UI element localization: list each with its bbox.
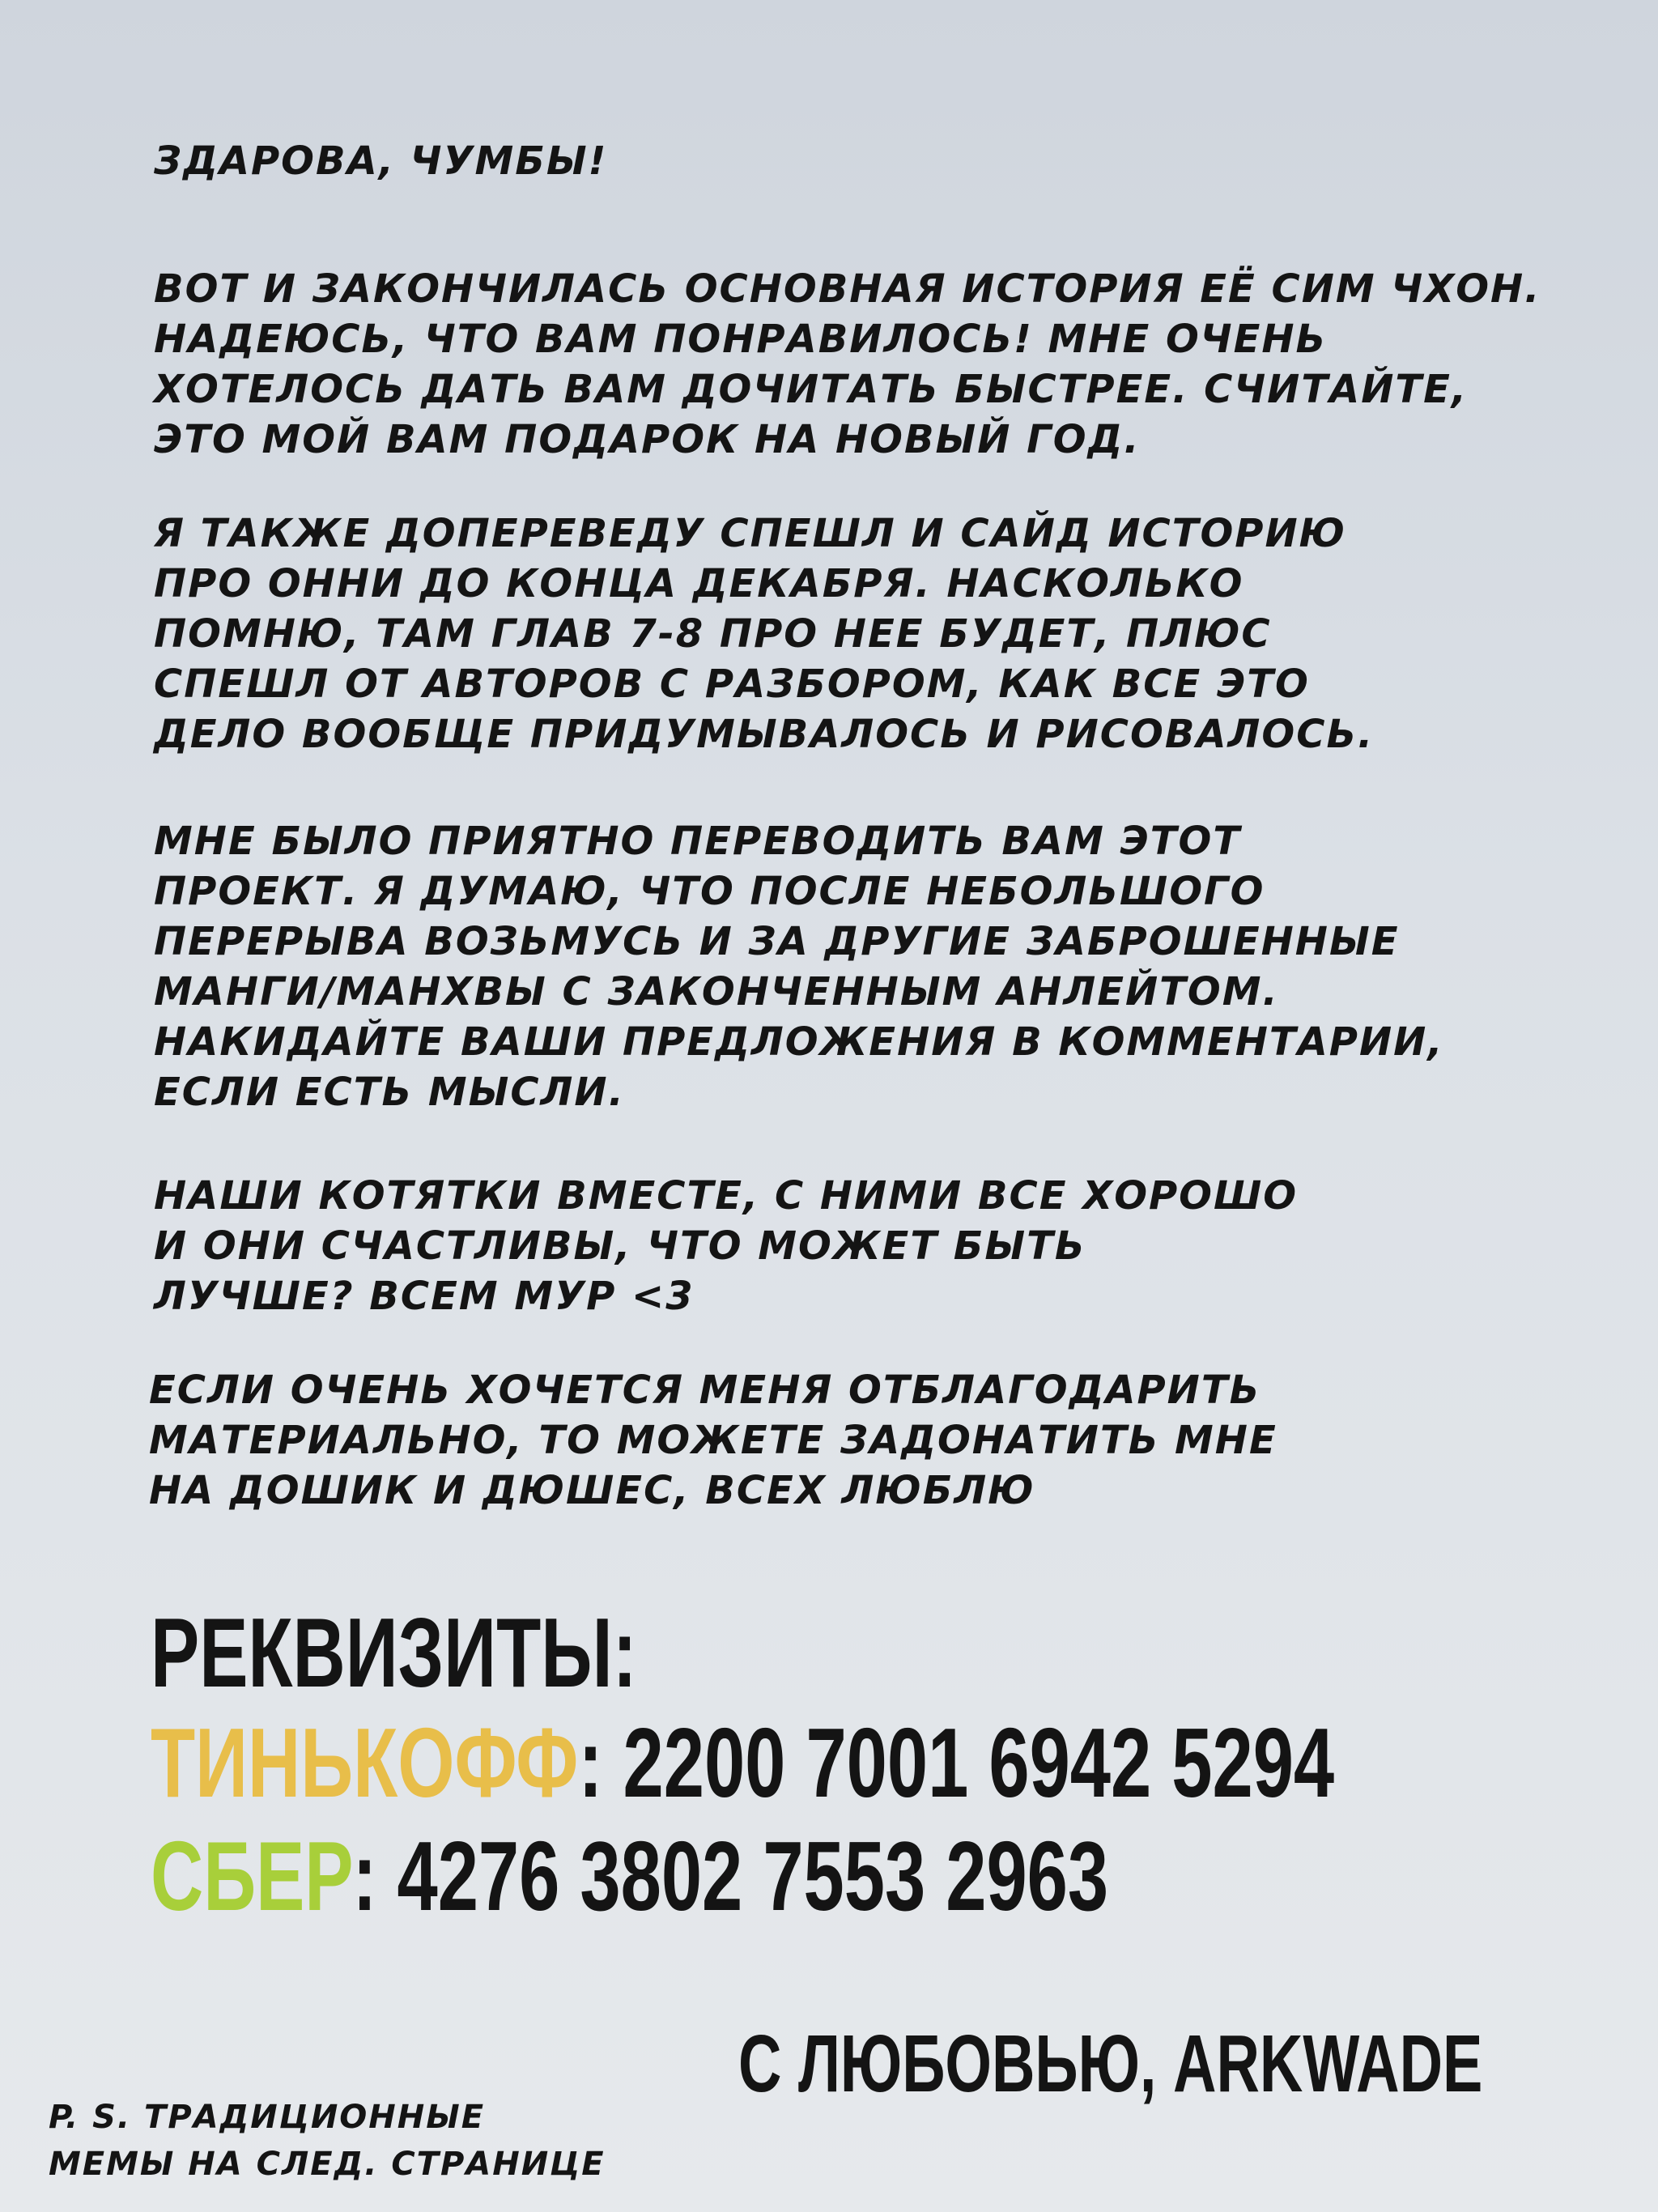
paragraph-5-line: ЕСЛИ ОЧЕНЬ ХОЧЕТСЯ МЕНЯ ОТБЛАГОДАРИТЬ <box>149 1368 1261 1413</box>
paragraph-3 <box>154 816 1444 1117</box>
bank-name-sber: СБЕР <box>151 1821 353 1931</box>
paragraph-5 <box>149 1365 1278 1516</box>
paragraph-1-line: ЭТО МОЙ ВАМ ПОДАРОК НА НОВЫЙ ГОД. <box>154 417 1141 462</box>
paragraph-2-line: ПОМНЮ, ТАМ ГЛАВ 7-8 ПРО НЕЕ БУДЕТ, ПЛЮС <box>154 611 1272 657</box>
paragraph-2-line: Я ТАКЖЕ ДОПЕРЕВЕДУ СПЕШЛ И САЙД ИСТОРИЮ <box>154 511 1346 556</box>
paragraph-4-line: И ОНИ СЧАСТЛИВЫ, ЧТО МОЖЕТ БЫТЬ <box>154 1223 1086 1269</box>
paragraph-2-line: ДЕЛО ВООБЩЕ ПРИДУМЫВАЛОСЬ И РИСОВАЛОСЬ. <box>154 712 1375 757</box>
paragraph-1-line: НАДЕЮСЬ, ЧТО ВАМ ПОНРАВИЛОСЬ! МНЕ ОЧЕНЬ <box>154 317 1328 362</box>
paragraph-3-line: НАКИДАЙТЕ ВАШИ ПРЕДЛОЖЕНИЯ В КОММЕНТАРИИ, <box>154 1019 1444 1065</box>
requisite-tinkoff <box>151 1708 1335 1818</box>
card-number-tinkoff: 2200 7001 6942 5294 <box>623 1708 1335 1818</box>
paragraph-1-line: ХОТЕЛОСЬ ДАТЬ ВАМ ДОЧИТАТЬ БЫСТРЕЕ. СЧИТАЙТЕ, <box>154 367 1469 412</box>
paragraph-3-line: МНЕ БЫЛО ПРИЯТНО ПЕРЕВОДИТЬ ВАМ ЭТОТ <box>154 819 1242 864</box>
paragraph-4-line: НАШИ КОТЯТКИ ВМЕСТЕ, С НИМИ ВСЕ ХОРОШО <box>154 1173 1299 1219</box>
requisite-sber <box>151 1823 1108 1929</box>
separator: : <box>352 1821 397 1931</box>
paragraph-1-line: ВОТ И ЗАКОНЧИЛАСЬ ОСНОВНАЯ ИСТОРИЯ ЕЁ СИМ ЧХОН. <box>154 266 1541 312</box>
postscript <box>49 2094 606 2188</box>
greeting: ЗДАРОВА, ЧУМБЫ! <box>154 138 608 184</box>
bank-name-tinkoff: ТИНЬКОФФ <box>151 1708 579 1818</box>
paragraph-2 <box>154 508 1374 759</box>
paragraph-4 <box>154 1171 1298 1321</box>
postscript-line: МЕМЫ НА СЛЕД. СТРАНИЦЕ <box>49 2146 606 2183</box>
paragraph-2-line: ПРО ОННИ ДО КОНЦА ДЕКАБРЯ. НАСКОЛЬКО <box>154 561 1244 606</box>
paragraph-3-line: МАНГИ/МАНХВЫ С ЗАКОНЧЕННЫМ АНЛЕЙТОМ. <box>154 969 1279 1015</box>
postscript-line: P. S. ТРАДИЦИОННЫЕ <box>49 2099 486 2136</box>
paragraph-5-line: МАТЕРИАЛЬНО, ТО МОЖЕТЕ ЗАДОНАТИТЬ МНЕ <box>149 1418 1278 1463</box>
signoff: С ЛЮБОВЬЮ, ARKWADE <box>738 2018 1483 2109</box>
paragraph-2-line: СПЕШЛ ОТ АВТОРОВ С РАЗБОРОМ, КАК ВСЕ ЭТО <box>154 661 1310 707</box>
paragraph-3-line: ПЕРЕРЫВА ВОЗЬМУСЬ И ЗА ДРУГИЕ ЗАБРОШЕННЫЕ <box>154 919 1400 964</box>
separator: : <box>578 1708 623 1818</box>
card-number-sber: 4276 3802 7553 2963 <box>397 1821 1109 1931</box>
requisites-title: РЕКВИЗИТЫ: <box>151 1597 637 1708</box>
paragraph-1 <box>154 264 1541 465</box>
paragraph-3-line: ПРОЕКТ. Я ДУМАЮ, ЧТО ПОСЛЕ НЕБОЛЬШОГО <box>154 869 1265 914</box>
paragraph-3-line: ЕСЛИ ЕСТЬ МЫСЛИ. <box>154 1070 625 1115</box>
paragraph-4-line: ЛУЧШЕ? ВСЕМ МУР <3 <box>154 1274 695 1319</box>
paragraph-5-line: НА ДОШИК И ДЮШЕС, ВСЕХ ЛЮБЛЮ <box>149 1468 1035 1513</box>
